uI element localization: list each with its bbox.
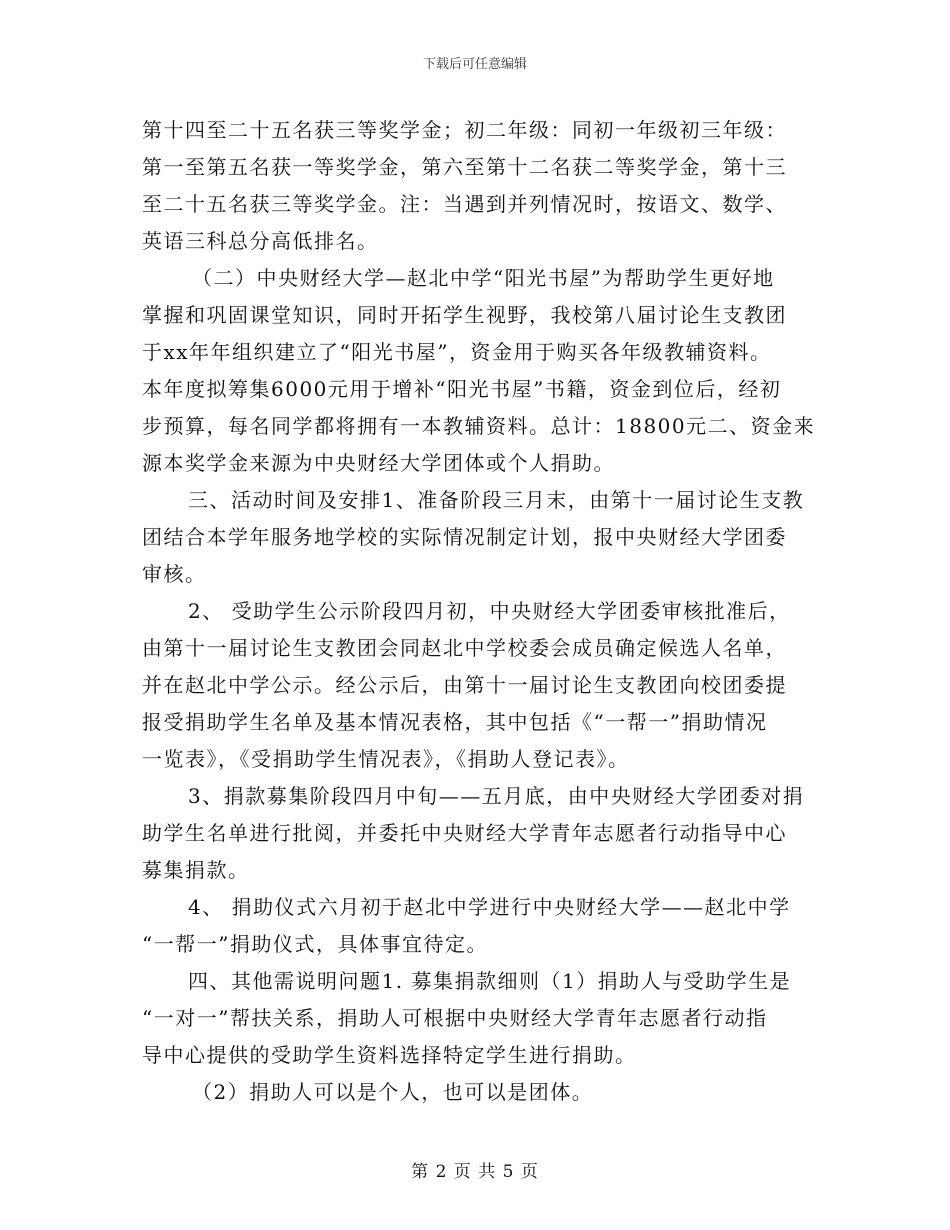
text-line: 并在赵北中学公示。经公示后，由第十一届讨论生支教团向校团委提 [142,673,787,697]
text-line: 一览表》，《受捐助学生情况表》，《捐助人登记表》。 [142,747,630,771]
text-line: 导中心提供的受助学生资料选择特定学生进行捐助。 [142,1043,637,1067]
text-line: 于xx年年组织建立了“阳光书屋”，资金用于购买各年级教辅资料。 [142,340,772,364]
text-line: 团结合本学年服务地学校的实际情况制定计划，报中央财经大学团委 [142,525,787,549]
header-note: 下载后可任意编辑 [422,57,527,72]
text-line: 2、 受助学生公示阶段四月初，中央财经大学团委审核批准后， [188,599,791,623]
text-line: 3、捐款募集阶段四月中旬——五月底，由中央财经大学团委对捐 [188,784,805,808]
text-line: 步预算，每名同学都将拥有一本教辅资料。总计：18800元二、资金来 [142,414,816,438]
text-line: 四、其他需说明问题1. 募集捐款细则（1）捐助人与受助学生是 [188,969,792,993]
document-body [142,112,822,1111]
text-line: 4、 捐助仪式六月初于赵北中学进行中央财经大学——赵北中学 [188,895,791,919]
text-line: 第十四至二十五名获三等奖学金；初二年级：同初一年级初三年级： [142,118,787,142]
text-line: （2）捐助人可以是个人，也可以是团体。 [192,1080,594,1104]
text-line: “一帮一”捐助仪式，具体事宜待定。 [142,932,488,956]
text-line: 由第十一届讨论生支教团会同赵北中学校委会成员确定候选人名单， [142,636,787,660]
page-number: 第 2 页 共 5 页 [411,1162,539,1182]
text-line: 掌握和巩固课堂知识，同时开拓学生视野，我校第八届讨论生支教团 [142,303,787,327]
text-line: 报受捐助学生名单及基本情况表格，其中包括《“一帮一”捐助情况 [142,710,768,734]
text-line: 募集捐款。 [142,858,250,882]
text-line: 助学生名单进行批阅，并委托中央财经大学青年志愿者行动指导中心 [142,821,787,845]
text-line: 至二十五名获三等奖学金。注：当遇到并列情况时，按语文、数学、 [142,192,787,216]
text-line: （二）中央财经大学—赵北中学“阳光书屋”为帮助学生更好地 [192,266,775,290]
text-line: 英语三科总分高低排名。 [142,229,379,253]
text-line: “一对一”帮扶关系，捐助人可根据中央财经大学青年志愿者行动指 [142,1006,768,1030]
text-line: 审核。 [142,562,207,586]
text-line: 第一至第五名获一等奖学金，第六至第十二名获二等奖学金，第十三 [142,155,787,179]
text-line: 源本奖学金来源为中央财经大学团体或个人捐助。 [142,451,615,475]
text-line: 三、活动时间及安排1、准备阶段三月末，由第十一届讨论生支教 [188,488,805,512]
text-line: 本年度拟筹集6000元用于增补“阳光书屋”书籍，资金到位后，经初 [142,377,782,401]
